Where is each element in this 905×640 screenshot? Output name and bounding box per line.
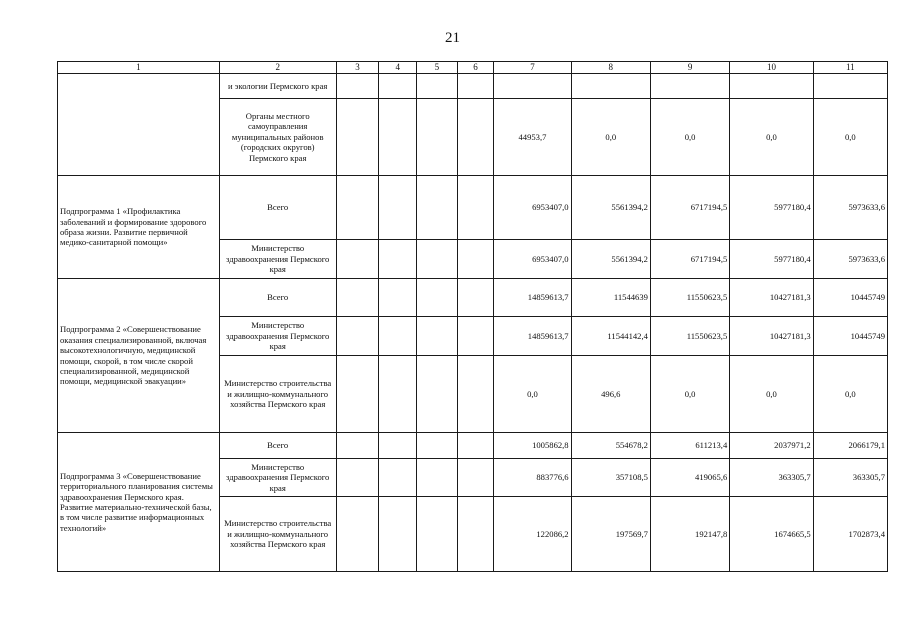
column-header: 11 [813,62,887,74]
value-cell: 357108,5 [571,459,650,497]
column-header: 1 [58,62,220,74]
value-cell: 496,6 [571,356,650,433]
value-cell: 6953407,0 [494,176,571,240]
executor-cell: Министерство здравоохранения Пермского края [219,240,336,279]
value-cell: 5973633,6 [813,176,887,240]
table-row [58,433,888,459]
column-header: 9 [650,62,729,74]
column-header: 2 [219,62,336,74]
column-header: 4 [379,62,417,74]
value-cell: 11544142,4 [571,317,650,356]
value-cell: 122086,2 [494,497,571,572]
table-row [58,279,888,317]
value-cell: 6953407,0 [494,240,571,279]
value-cell: 1674665,5 [730,497,813,572]
column-header: 10 [730,62,813,74]
value-cell: 883776,6 [494,459,571,497]
value-cell: 6717194,5 [650,176,729,240]
value-cell: 10445749 [813,279,887,317]
value-cell: 5977180,4 [730,240,813,279]
value-cell: 0,0 [813,99,887,176]
executor-cell: и экологии Пермского края [219,74,336,99]
value-cell: 14859613,7 [494,317,571,356]
value-cell: 197569,7 [571,497,650,572]
value-cell: 11544639 [571,279,650,317]
value-cell: 0,0 [494,356,571,433]
value-cell: 419065,6 [650,459,729,497]
executor-cell: Министерство здравоохранения Пермского края [219,317,336,356]
value-cell: 5973633,6 [813,240,887,279]
value-cell: 0,0 [730,356,813,433]
value-cell: 44953,7 [494,99,571,176]
column-header: 7 [494,62,571,74]
value-cell: 11550623,5 [650,279,729,317]
value-cell: 0,0 [650,99,729,176]
page-number: 21 [445,30,460,46]
budget-table [57,61,888,572]
value-cell: 10445749 [813,317,887,356]
value-cell: 1702873,4 [813,497,887,572]
value-cell: 14859613,7 [494,279,571,317]
executor-cell: Органы местного самоуправления муниципальных районов (городских округов) Пермского края [219,99,336,176]
executor-cell: Всего [219,279,336,317]
value-cell: 363305,7 [730,459,813,497]
column-header: 3 [336,62,379,74]
value-cell: 611213,4 [650,433,729,459]
subprogram-2-cell: Подпрограмма 2 «Совершенствование оказания специализированной, включая высокотехнологичную, медицинской помощи, скорой, в том числе скорой специализированной, медицинской помощи, медицинской эвакуации» [58,279,220,433]
value-cell: 5977180,4 [730,176,813,240]
column-header: 5 [417,62,458,74]
value-cell: 192147,8 [650,497,729,572]
value-cell: 0,0 [730,99,813,176]
executor-cell: Министерство здравоохранения Пермского края [219,459,336,497]
value-cell: 0,0 [650,356,729,433]
table-row [58,74,888,99]
executor-cell: Министерство строительства и жилищно-коммунального хозяйства Пермского края [219,356,336,433]
value-cell: 11550623,5 [650,317,729,356]
value-cell: 554678,2 [571,433,650,459]
value-cell: 10427181,3 [730,279,813,317]
value-cell: 10427181,3 [730,317,813,356]
value-cell: 363305,7 [813,459,887,497]
value-cell: 6717194,5 [650,240,729,279]
value-cell: 5561394,2 [571,240,650,279]
executor-cell: Всего [219,176,336,240]
value-cell: 2037971,2 [730,433,813,459]
value-cell: 0,0 [571,99,650,176]
value-cell: 1005862,8 [494,433,571,459]
executor-cell: Министерство строительства и жилищно-коммунального хозяйства Пермского края [219,497,336,572]
subprogram-3-cell: Подпрограмма 3 «Совершенствование территориального планирования системы здравоохранения Пермского края. Развитие материально-технической базы, в том числе развитие информационных технологий» [58,433,220,572]
executor-cell: Всего [219,433,336,459]
program-cell-continued [58,74,220,176]
subprogram-1-cell: Подпрограмма 1 «Профилактика заболеваний и формирование здорового образа жизни. Развитие первичной медико-санитарной помощи» [58,176,220,279]
value-cell: 0,0 [813,356,887,433]
header-row [58,62,888,74]
column-header: 8 [571,62,650,74]
table-row [58,176,888,240]
value-cell: 2066179,1 [813,433,887,459]
value-cell: 5561394,2 [571,176,650,240]
column-header: 6 [457,62,494,74]
